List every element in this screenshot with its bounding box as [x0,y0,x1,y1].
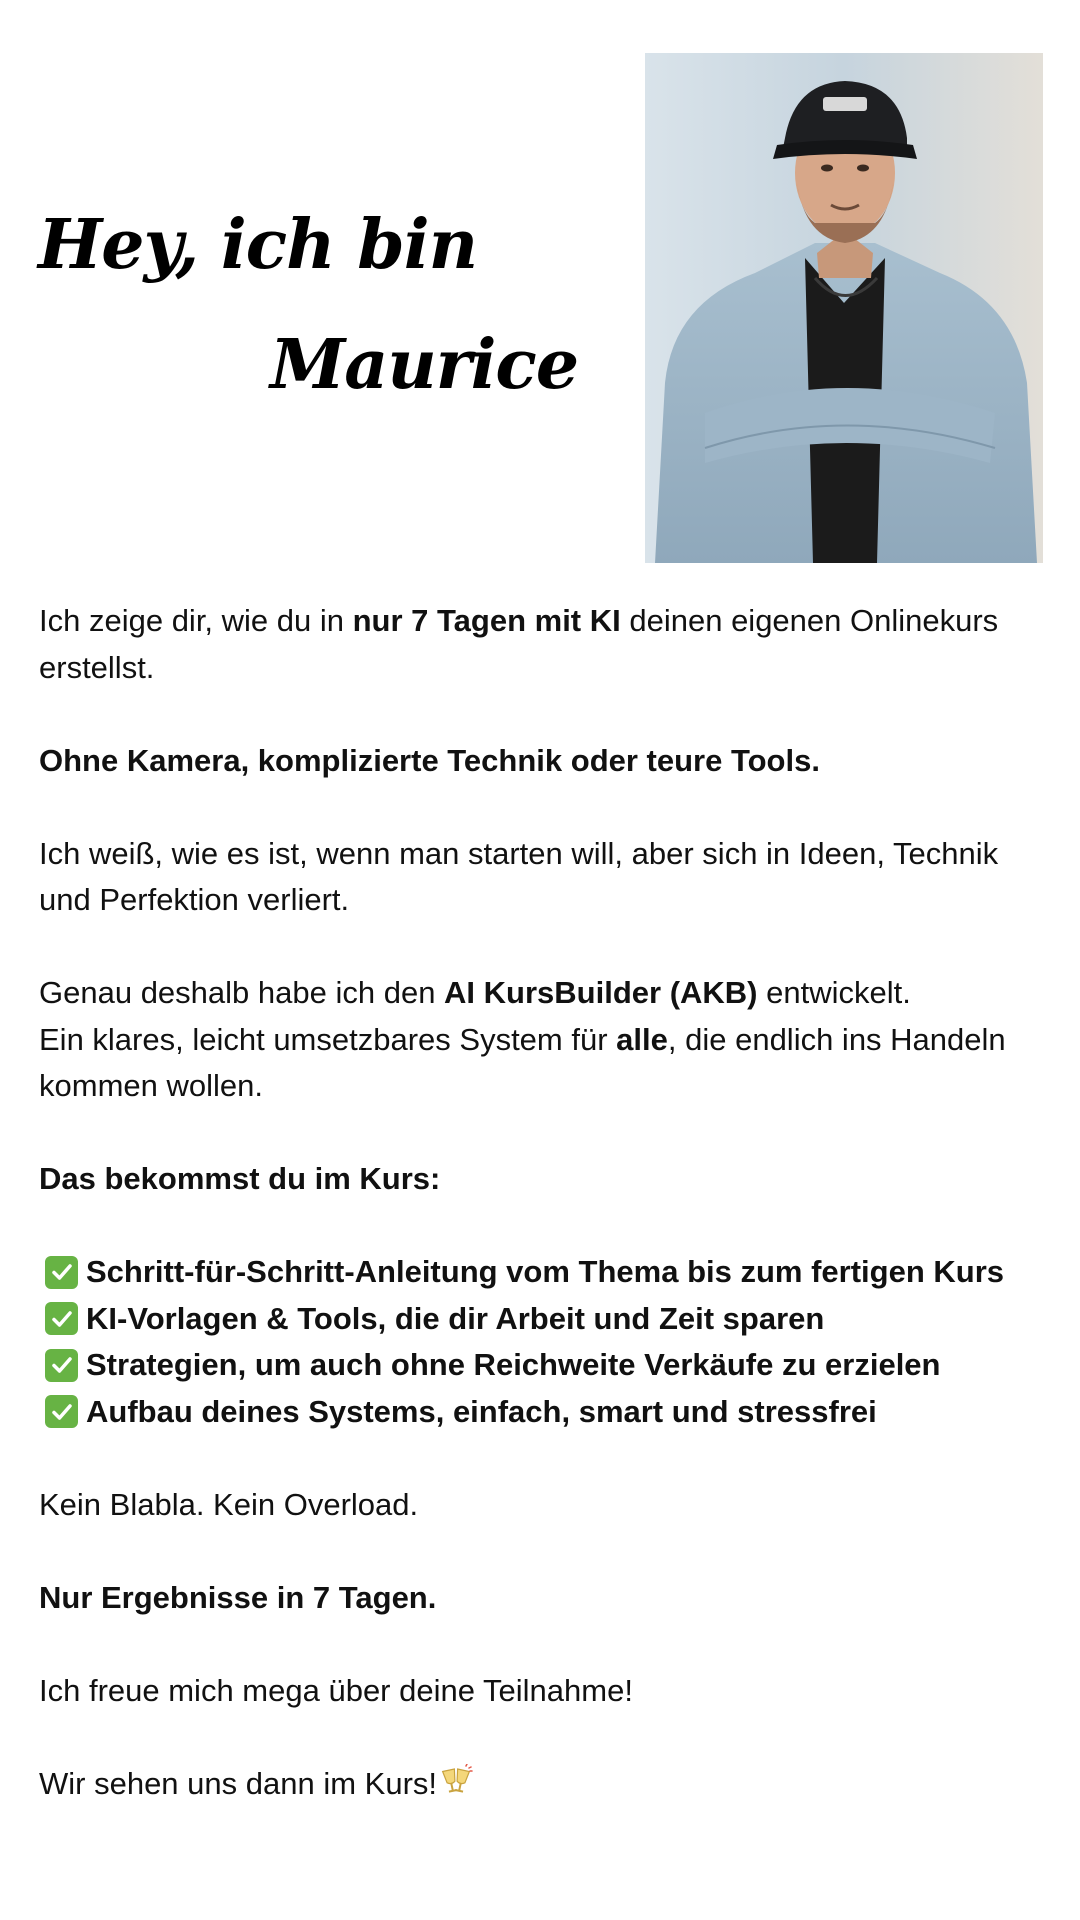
benefit-text: Strategien, um auch ohne Reichweite Verkäufe zu erzielen [86,1347,941,1382]
no-camera-statement [39,738,1049,785]
akb-text-1: Genau deshalb habe ich den [39,975,445,1010]
benefit-list [39,1249,1049,1435]
course-heading-text: Das bekommst du im Kurs: [39,1161,441,1196]
intro-text-1: Ich zeige dir, wie du in [39,603,353,638]
akb-paragraph [39,970,1049,1110]
intro-highlight: nur 7 Tagen mit KI [352,603,621,638]
check-mark-icon [45,1256,78,1289]
benefit-item [39,1296,1049,1343]
akb-text-2: entwickelt. [757,975,911,1010]
results-statement [39,1575,1049,1622]
akb-highlight-all: alle [616,1021,668,1057]
check-mark-icon [45,1349,78,1382]
headline-line-1: Hey, ich bin [38,205,478,286]
struggle-paragraph: Ich weiß, wie es ist, wenn man starten will, aber sich in Ideen, Technik und Perfektion verliert. [39,835,999,917]
akb-text-3: Ein klares, leicht umsetzbares System für [39,1021,617,1057]
benefit-item [39,1389,1049,1436]
benefit-item [39,1342,1049,1389]
benefit-item [39,1249,1049,1296]
no-blabla-text: Kein Blabla. Kein Overload. [39,1486,419,1522]
course-heading [39,1156,1049,1203]
portrait-photo [645,53,1043,563]
check-mark-icon [45,1395,78,1428]
akb-text-4: , die endlich ins Handeln kommen wollen. [39,1021,1006,1103]
see-you-text: Wir sehen uns dann im Kurs! [39,1765,438,1801]
no-camera-text: Ohne Kamera, komplizierte Technik oder teure Tools. [39,742,820,778]
happy-text: Ich freue mich mega über deine Teilnahme! [39,1672,633,1708]
benefit-text: Schritt-für-Schritt-Anleitung vom Thema bis zum fertigen Kurs [86,1254,1004,1289]
benefit-text: KI-Vorlagen & Tools, die dir Arbeit und Zeit sparen [86,1300,825,1336]
intro-paragraph [39,598,1049,691]
results-text: Nur Ergebnisse in 7 Tagen. [39,1579,437,1615]
akb-product-name: AI KursBuilder (AKB) [444,975,758,1010]
benefit-text: Aufbau deines Systems, einfach, smart und stressfrei [86,1393,877,1429]
main-content [39,598,1049,1854]
hero-section [0,0,1080,570]
check-mark-icon [45,1302,78,1335]
headline [38,205,628,406]
clinking-glasses-icon [439,1764,473,1798]
closing-line [39,1761,1049,1808]
intro-text-2: deinen eigenen Onlinekurs erstellst. [39,603,999,685]
headline-line-2: Maurice [270,325,579,406]
